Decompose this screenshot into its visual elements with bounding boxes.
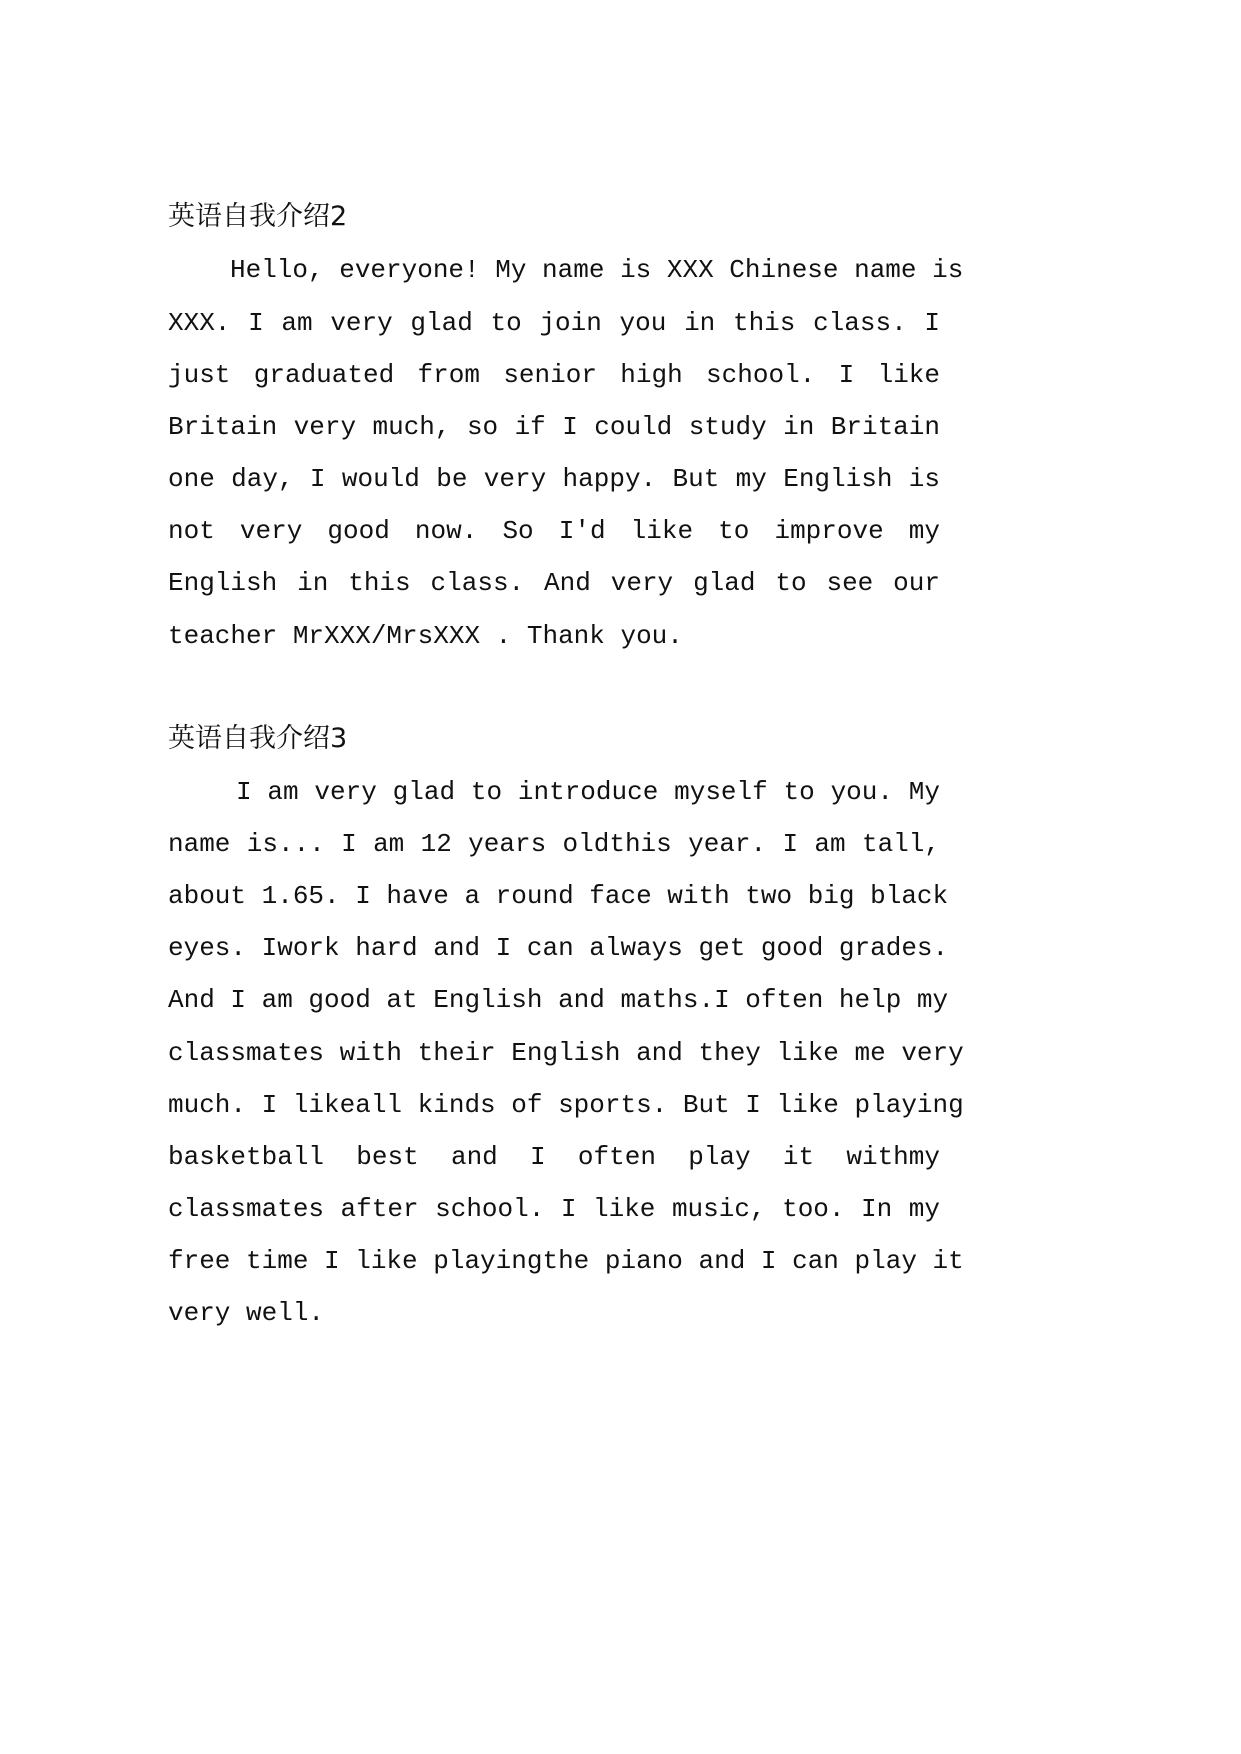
paragraph-line: classmates after school. I like music, too. In my xyxy=(168,1194,940,1224)
paragraph-line: basketball best and I often play it withmy xyxy=(168,1142,940,1172)
paragraph-line: one day, I would be very happy. But my English is xyxy=(168,464,940,494)
paragraph-line: very well. xyxy=(168,1298,325,1328)
paragraph-line: Britain very much, so if I could study in Britain xyxy=(168,412,940,442)
paragraph-line: name is... I am 12 years oldthis year. I am tall, xyxy=(168,829,940,859)
paragraph-line: XXX. I am very glad to join you in this class. I xyxy=(168,308,940,338)
paragraph-line: not very good now. So I'd like to improve my xyxy=(168,516,940,546)
paragraph-line: just graduated from senior high school. I like xyxy=(168,360,940,390)
paragraph-line: free time I like playingthe piano and I can play it xyxy=(168,1246,964,1276)
paragraph-line: teacher MrXXX/MrsXXX . Thank you. xyxy=(168,621,683,651)
section-title: 英语自我介绍2 xyxy=(168,201,348,232)
paragraph-line: eyes. Iwork hard and I can always get good grades. xyxy=(168,933,949,963)
paragraph-line: Hello, everyone! My name is XXX Chinese name is xyxy=(230,255,964,285)
paragraph-line: classmates with their English and they like me very xyxy=(168,1038,964,1068)
paragraph-line: much. I likeall kinds of sports. But I like playing xyxy=(168,1090,964,1120)
section-title: 英语自我介绍3 xyxy=(168,723,348,754)
paragraph-line: And I am good at English and maths.I often help my xyxy=(168,985,949,1015)
paragraph-line: I am very glad to introduce myself to you. My xyxy=(236,777,940,807)
paragraph-line: about 1.65. I have a round face with two big black xyxy=(168,881,949,911)
paragraph-line: English in this class. And very glad to see our xyxy=(168,568,940,598)
